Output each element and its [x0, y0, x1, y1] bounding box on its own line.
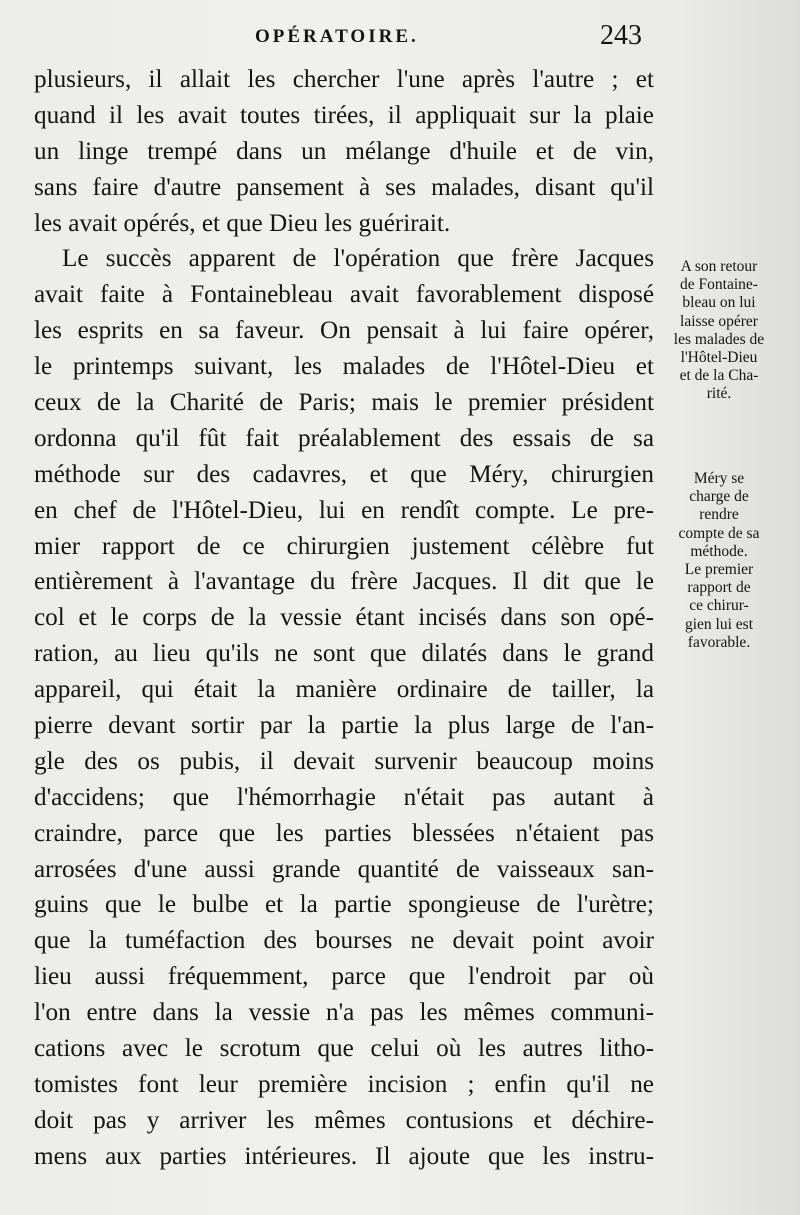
text-line: en chef de l'Hôtel-Dieu, lui en rendît compte. Le pre- — [34, 496, 654, 524]
text-line: les esprits en sa faveur. On pensait à lui faire opérer, — [34, 317, 654, 345]
margin-note-line: de Fontaine- — [680, 276, 758, 294]
text-line: arrosées d'une aussi grande quantité de vaisseaux san- — [34, 855, 654, 883]
text-line: pierre devant sortir par la partie la plus large de l'an- — [34, 712, 654, 740]
margin-note-line: Le premier — [684, 561, 754, 579]
text-line: le printemps suivant, les malades de l'Hôtel-Dieu et — [34, 353, 654, 381]
page-number: 243 — [600, 20, 642, 51]
margin-note-line: rité. — [706, 385, 732, 403]
text-line: ordonna qu'il fût fait préalablement des essais de sa — [34, 424, 654, 452]
text-line: quand il les avait toutes tirées, il appliquait sur la plaie — [34, 101, 654, 129]
text-line: col et le corps de la vessie étant incisés dans son opé- — [34, 604, 654, 632]
margin-note-mery-report — [661, 470, 777, 652]
text-line: mier rapport de ce chirurgien justement célèbre fut — [34, 532, 654, 560]
text-line: plusieurs, il allait les chercher l'une après l'autre ; et — [34, 66, 654, 93]
text-line: entièrement à l'avantage du frère Jacques. Il dit que le — [34, 568, 654, 596]
text-line: les avait opérés, et que Dieu les guérirait. — [34, 209, 451, 237]
text-line: appareil, qui était la manière ordinaire de tailler, la — [34, 676, 654, 704]
margin-note-line: compte de sa — [678, 524, 760, 542]
margin-note-line: charge de — [689, 488, 749, 506]
margin-note-line: laisse opérer — [680, 312, 758, 330]
text-line: mens aux parties intérieures. Il ajoute que les instru- — [34, 1142, 654, 1170]
margin-note-line: et de la Cha- — [679, 367, 759, 385]
margin-note-line: les malades de — [673, 330, 765, 348]
running-title: OPÉRATOIRE. — [255, 26, 419, 47]
margin-note-line: bleau on lui — [682, 294, 756, 312]
margin-note-line: rapport de — [687, 579, 751, 597]
text-line: gle des os pubis, il devait survenir beaucoup moins — [34, 747, 654, 775]
margin-note-line: gien lui est — [684, 615, 754, 633]
text-line: ration, au lieu qu'ils ne sont que dilatés dans le grand — [34, 640, 654, 668]
margin-note-line: l'Hôtel-Dieu — [680, 349, 758, 367]
margin-note-line: Méry se — [693, 470, 745, 487]
body-text — [34, 62, 654, 1175]
text-line: craindre, parce que les parties blessées n'étaient pas — [34, 819, 654, 847]
text-line: que la tuméfaction des bourses ne devait point avoir — [34, 927, 654, 955]
margin-note-line: méthode. — [690, 542, 748, 560]
text-line: tomistes font leur première incision ; enfin qu'il ne — [34, 1070, 654, 1098]
text-line: cations avec le scrotum que celui où les autres litho- — [34, 1035, 654, 1063]
margin-note-line: ce chirur- — [689, 597, 749, 615]
margin-note-line: A son retour — [680, 258, 758, 275]
text-line: méthode sur des cadavres, et que Méry, chirurgien — [34, 460, 654, 488]
text-line: un linge trempé dans un mélange d'huile et de vin, — [34, 137, 654, 165]
text-line: d'accidens; que l'hémorrhagie n'était pas autant à — [34, 783, 654, 811]
margin-note-return-from-fontainebleau — [661, 258, 777, 404]
text-line: guins que le bulbe et la partie spongieuse de l'urètre; — [34, 891, 654, 919]
text-line: avait faite à Fontainebleau avait favorablement disposé — [34, 281, 654, 309]
text-line: Le succès apparent de l'opération que frère Jacques — [62, 245, 654, 273]
text-line: sans faire d'autre pansement à ses malades, disant qu'il — [34, 173, 654, 201]
text-line: ceux de la Charité de Paris; mais le premier président — [34, 389, 654, 417]
text-line: l'on entre dans la vessie n'a pas les mêmes communi- — [34, 999, 654, 1027]
text-line: doit pas y arriver les mêmes contusions et déchire- — [34, 1106, 654, 1134]
text-line: lieu aussi fréquemment, parce que l'endroit par où — [34, 963, 654, 991]
margin-note-line: favorable. — [687, 633, 751, 651]
margin-note-line: rendre — [699, 506, 739, 524]
